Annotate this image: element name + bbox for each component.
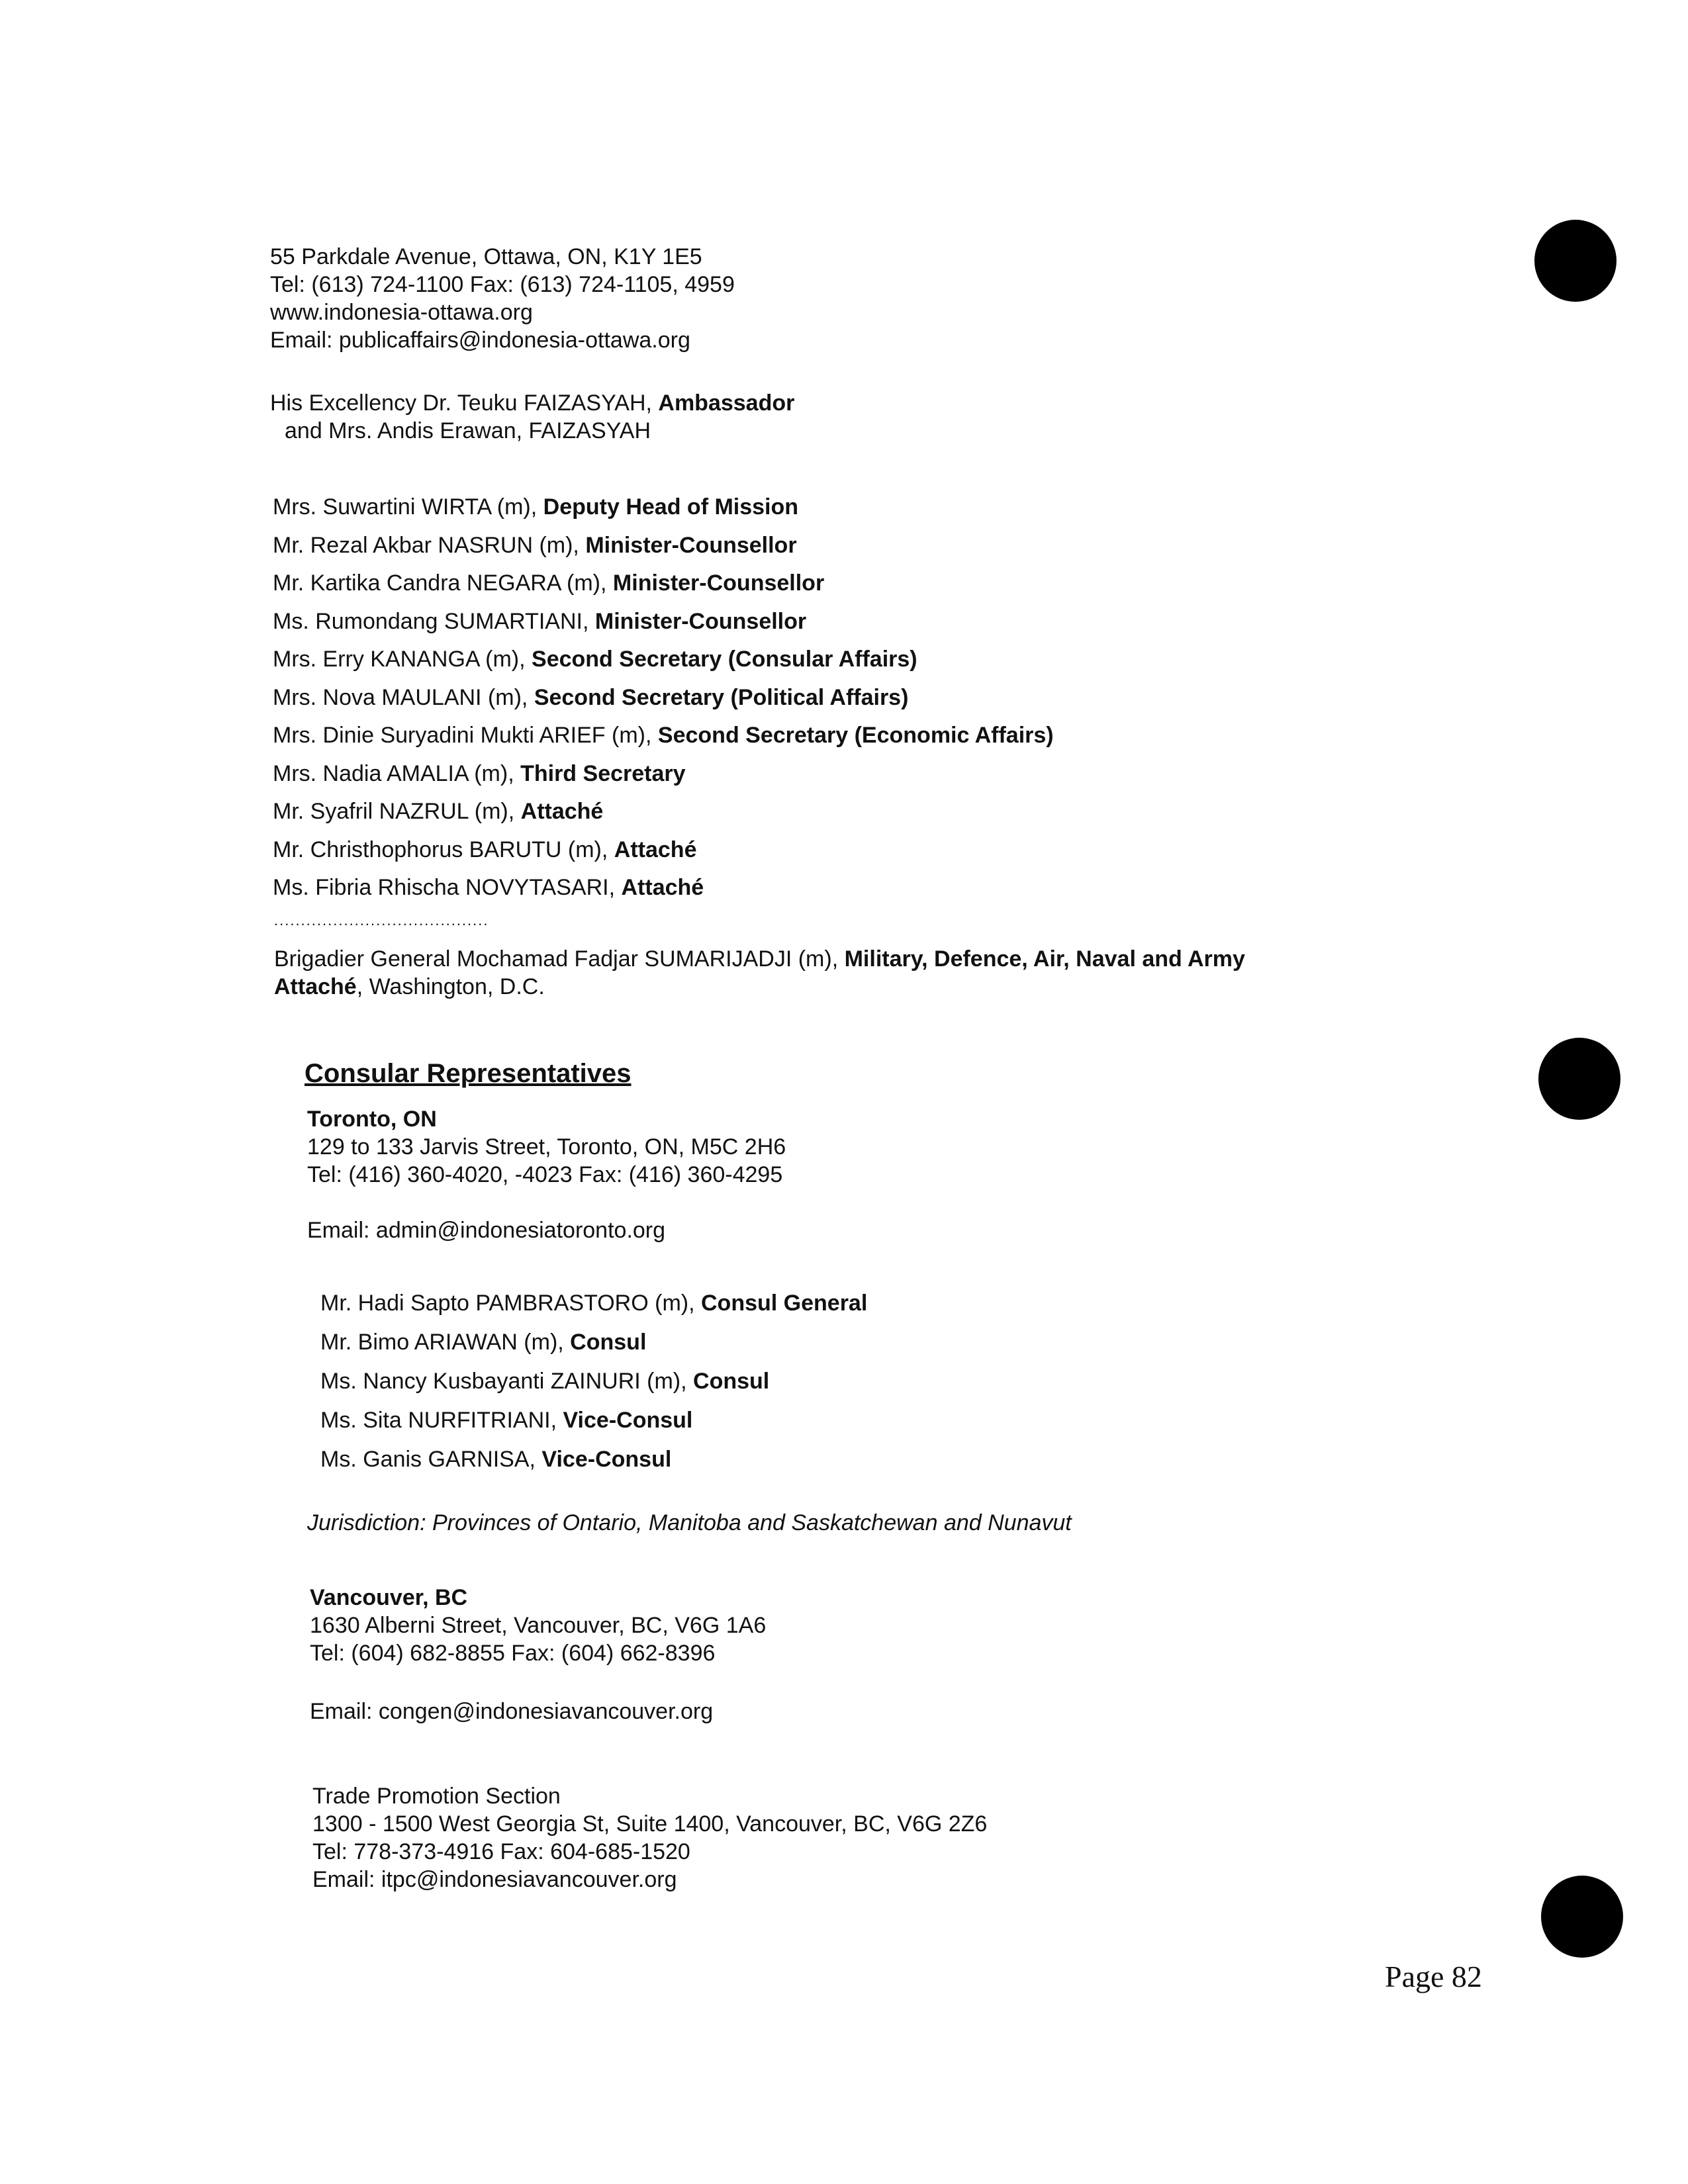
consul-title: Vice-Consul (563, 1408, 693, 1433)
military-name: Brigadier General Mochamad Fadjar SUMARIJADJI (m), (274, 946, 839, 972)
trade-address: 1300 - 1500 West Georgia St, Suite 1400, Vancouver, BC, V6G 2Z6 (312, 1811, 988, 1837)
toronto-phone: Tel: (416) 360-4020, -4023 Fax: (416) 360-4295 (307, 1162, 783, 1187)
ambassador-name: His Excellency Dr. Teuku FAIZASYAH, (270, 390, 652, 416)
staff-title: Second Secretary (Consular Affairs) (532, 647, 917, 672)
embassy-contact (270, 243, 735, 354)
staff-entry (273, 869, 1054, 907)
staff-name: Mrs. Dinie Suryadini Mukti ARIEF (m), (273, 723, 652, 748)
consul-name: Mr. Hadi Sapto PAMBRASTORO (m), (320, 1291, 695, 1316)
staff-title: Second Secretary (Economic Affairs) (657, 723, 1054, 748)
consul-name: Mr. Bimo ARIAWAN (m), (320, 1330, 564, 1355)
staff-name: Mrs. Nadia AMALIA (m), (273, 760, 514, 786)
staff-name: Mrs. Nova MAULANI (m), (273, 684, 528, 710)
toronto-email: Email: admin@indonesiatoronto.org (307, 1218, 666, 1243)
staff-name: Ms. Rumondang SUMARTIANI, (273, 608, 589, 634)
staff-entry (273, 717, 1054, 755)
ambassador-block (270, 389, 794, 445)
embassy-email: Email: publicaffairs@indonesia-ottawa.org (270, 328, 690, 353)
staff-entry (273, 793, 1054, 831)
toronto-jurisdiction: Jurisdiction: Provinces of Ontario, Manitoba and Saskatchewan and Nunavut (307, 1510, 1072, 1535)
military-title-cont: Attaché (274, 974, 357, 999)
binder-hole-bottom (1541, 1876, 1623, 1958)
toronto-contact (307, 1105, 786, 1189)
vancouver-email: Email: congen@indonesiavancouver.org (310, 1699, 714, 1724)
staff-name: Mr. Kartika Candra NEGARA (m), (273, 570, 607, 596)
staff-entry (273, 488, 1054, 527)
trade-phone: Tel: 778-373-4916 Fax: 604-685-1520 (312, 1839, 690, 1864)
consul-title: Consul (570, 1330, 647, 1355)
staff-name: Ms. Fibria Rhischa NOVYTASARI, (273, 875, 616, 900)
ambassador-title: Ambassador (658, 390, 795, 416)
vancouver-address: 1630 Alberni Street, Vancouver, BC, V6G 1A6 (310, 1613, 767, 1638)
consul-title: Vice-Consul (541, 1447, 672, 1472)
staff-title: Deputy Head of Mission (543, 494, 799, 520)
ambassador-spouse: and Mrs. Andis Erawan, FAIZASYAH (285, 418, 651, 443)
staff-entry (273, 603, 1054, 641)
staff-name: Mrs. Erry KANANGA (m), (273, 647, 526, 672)
staff-entry (273, 565, 1054, 603)
military-title: Military, Defence, Air, Naval and Army (844, 946, 1245, 972)
consul-entry (320, 1362, 867, 1401)
staff-title: Attaché (614, 837, 697, 862)
staff-entry (273, 755, 1054, 794)
embassy-phone: Tel: (613) 724-1100 Fax: (613) 724-1105, 4959 (270, 272, 735, 297)
staff-entry (273, 527, 1054, 565)
consul-entry (320, 1323, 867, 1362)
staff-entry (273, 641, 1054, 679)
staff-name: Mr. Rezal Akbar NASRUN (m), (273, 532, 579, 558)
trade-name: Trade Promotion Section (312, 1784, 561, 1809)
vancouver-city: Vancouver, BC (310, 1585, 468, 1610)
trade-email: Email: itpc@indonesiavancouver.org (312, 1867, 677, 1892)
consul-name: Ms. Sita NURFITRIANI, (320, 1408, 557, 1433)
consul-title: Consul (693, 1369, 770, 1394)
toronto-staff-list (320, 1284, 867, 1479)
toronto-address: 129 to 133 Jarvis Street, Toronto, ON, M5C 2H6 (307, 1134, 786, 1160)
vancouver-contact (310, 1584, 766, 1667)
embassy-address: 55 Parkdale Avenue, Ottawa, ON, K1Y 1E5 (270, 244, 702, 269)
military-attache (274, 945, 1245, 1001)
ambassador-line (270, 389, 794, 417)
staff-title: Minister-Counsellor (585, 532, 797, 558)
consul-name: Ms. Nancy Kusbayanti ZAINURI (m), (320, 1369, 687, 1394)
separator-dots: ........................................ (274, 912, 489, 929)
staff-title: Attaché (621, 875, 704, 900)
staff-entry (273, 679, 1054, 717)
vancouver-phone: Tel: (604) 682-8855 Fax: (604) 662-8396 (310, 1641, 716, 1666)
staff-title: Third Secretary (520, 760, 686, 786)
military-line-1 (274, 945, 1245, 973)
consular-heading: Consular Representatives (305, 1059, 632, 1088)
consul-entry (320, 1284, 867, 1323)
consul-name: Ms. Ganis GARNISA, (320, 1447, 536, 1472)
page-number: Page 82 (1385, 1960, 1482, 1993)
staff-name: Mr. Syafril NAZRUL (m), (273, 799, 515, 824)
staff-title: Minister-Counsellor (594, 608, 807, 634)
toronto-city: Toronto, ON (307, 1107, 437, 1132)
embassy-website: www.indonesia-ottawa.org (270, 300, 533, 325)
military-line-2 (274, 973, 1245, 1001)
staff-name: Mr. Christhophorus BARUTU (m), (273, 837, 608, 862)
embassy-staff-list (273, 488, 1054, 907)
binder-hole-middle (1538, 1038, 1620, 1120)
military-location: , Washington, D.C. (356, 974, 545, 999)
consul-entry (320, 1401, 867, 1440)
staff-name: Mrs. Suwartini WIRTA (m), (273, 494, 538, 520)
consul-entry (320, 1440, 867, 1479)
staff-title: Attaché (520, 799, 604, 824)
consul-title: Consul General (701, 1291, 868, 1316)
trade-section (312, 1782, 987, 1893)
staff-title: Minister-Counsellor (612, 570, 825, 596)
staff-entry (273, 831, 1054, 870)
binder-hole-top (1534, 220, 1617, 302)
staff-title: Second Secretary (Political Affairs) (534, 684, 909, 710)
